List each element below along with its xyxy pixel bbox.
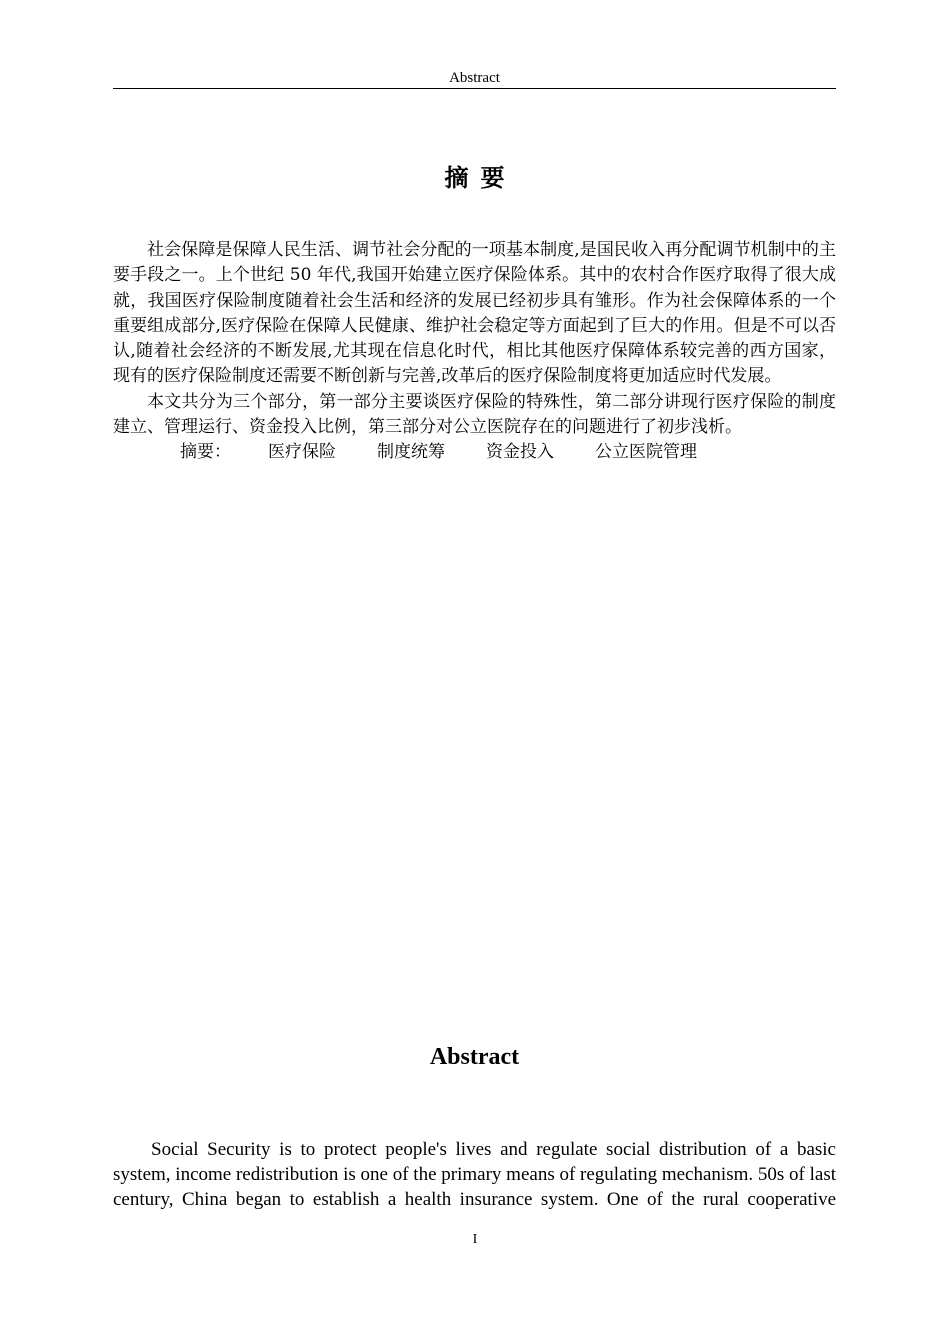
- keyword: 公立医院管理: [595, 442, 697, 463]
- keyword: 制度统筹: [377, 442, 445, 463]
- chinese-abstract-paragraph: 本文共分为三个部分，第一部分主要谈医疗保险的特殊性，第二部分讲现行医疗保险的制度建立、管理运行、资金投入比例，第三部分对公立医院存在的问题进行了初步浅析。: [113, 391, 836, 438]
- english-abstract-body: [113, 1137, 836, 1212]
- keyword: 资金投入: [486, 442, 554, 463]
- page-number: I: [472, 1232, 478, 1247]
- english-abstract-paragraph: Social Security is to protect people's lives and regulate social distribution of a basic system, income redistribution is one of the primary means of regulating mechanism. 50s of last century, China began to establish a health insurance system. One of the rural cooperative: [113, 1139, 836, 1210]
- chinese-abstract-body: [113, 238, 836, 466]
- running-header-title: Abstract: [449, 70, 500, 86]
- chinese-abstract-paragraph: 社会保障是保障人民生活、调节社会分配的一项基本制度,是国民收入再分配调节机制中的主要手段之一。上个世纪 50 年代,我国开始建立医疗保险体系。其中的农村合作医疗取得了很大成就，我国医疗保险制度随着社会生活和经济的发展已经初步具有雏形。作为社会保障体系的一个重要组成部分,医疗保险在保障人民健康、维护社会稳定等方面起到了巨大的作用。但是不可以否认,随着社会经济的不断发展,尤其现在信息化时代，相比其他医疗保障体系较完善的西方国家，现有的医疗保险制度还需要不断创新与完善,改革后的医疗保险制度将更加适应时代发展。: [113, 240, 836, 387]
- keywords-label: 摘要：: [180, 442, 231, 463]
- english-abstract-title: Abstract: [429, 1044, 520, 1070]
- keywords-line: [113, 440, 836, 465]
- chinese-abstract-title: 摘要: [444, 164, 517, 192]
- running-header: [113, 68, 836, 89]
- keyword: 医疗保险: [268, 442, 336, 463]
